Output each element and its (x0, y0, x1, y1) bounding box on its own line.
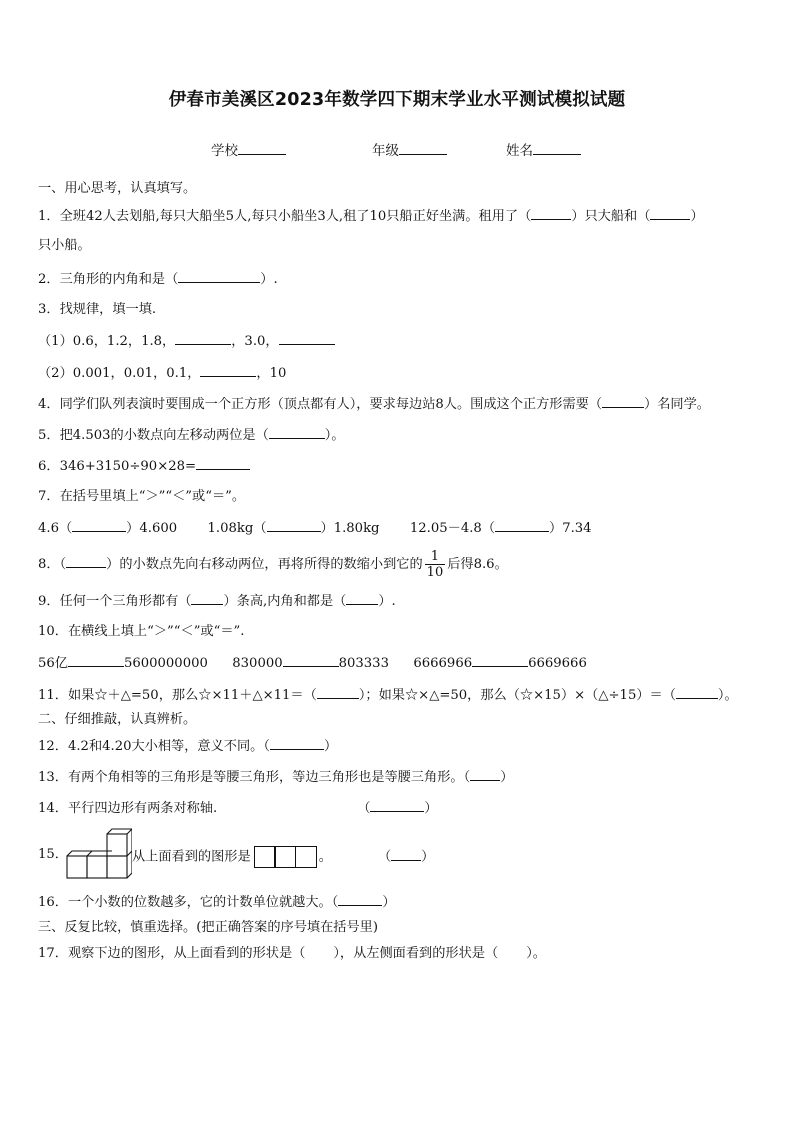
answer-blank[interactable] (72, 519, 126, 532)
answer-blank[interactable] (66, 555, 106, 568)
question-10-items: 56亿 5600000000 830000 803333 6666966 6669666 (38, 656, 587, 671)
square (274, 846, 296, 868)
answer-blank[interactable] (495, 519, 549, 532)
fraction: $\frac{1}{10}$ (426, 549, 444, 580)
answer-blank[interactable] (267, 519, 321, 532)
question-17: 17．观察下边的图形，从上面看到的形状是（ ），从左侧面看到的形状是（ ）。 (38, 946, 546, 961)
grade-blank[interactable] (399, 142, 447, 155)
answer-blank[interactable] (346, 592, 378, 605)
name-blank[interactable] (533, 142, 581, 155)
question-3: 3．找规律，填一填. (38, 302, 157, 317)
grade-label: 年级 (372, 143, 399, 159)
question-3-part-2: （2）0.001，0.01，0.1， ，10 (38, 366, 287, 381)
name-field[interactable] (506, 139, 581, 159)
question-2: 2．三角形的内角和是（ ）. (38, 272, 278, 287)
question-15: 从上面看到的图形是 。 （ ） (132, 846, 434, 868)
question-14: 14．平行四边形有两条对称轴. （ ） (38, 801, 438, 816)
section-2-heading: 二、仔细推敲，认真辨析。 (38, 712, 197, 727)
answer-blank[interactable] (602, 395, 644, 408)
top-view-figure (254, 846, 316, 868)
question-10: 10．在横线上填上“＞”“＜”或“＝”. (38, 624, 245, 639)
school-blank[interactable] (238, 142, 286, 155)
question-1-cont: 只小船。 (38, 238, 91, 253)
question-6: 6．346+3150÷90×28= (38, 457, 250, 476)
question-7-items: 4.6（ ）4.600 1.08kg（ ）1.80kg 12.05－4.8（ ）7.34 (38, 521, 592, 536)
answer-blank[interactable] (283, 654, 339, 667)
school-field[interactable] (211, 139, 286, 159)
section-1-heading: 一、用心思考，认真填写。 (38, 181, 197, 196)
answer-blank[interactable] (370, 799, 424, 812)
question-13: 13．有两个角相等的三角形是等腰三角形，等边三角形也是等腰三角形。（ ） (38, 770, 514, 785)
answer-blank[interactable] (68, 654, 124, 667)
question-5: 5．把4.503的小数点向左移动两位是（ ）。 (38, 428, 345, 443)
answer-blank[interactable] (391, 848, 421, 861)
cube-stack-figure (66, 828, 132, 880)
question-11: 11．如果☆＋△=50，那么☆×11＋△×11＝（ ）；如果☆×△=50，那么（☆×15）×（△÷15）＝（ ）。 (38, 688, 738, 703)
grade-field[interactable] (372, 139, 447, 159)
answer-blank[interactable] (175, 332, 231, 345)
page-title: 伊春市美溪区2023年数学四下期末学业水平测试模拟试题 (168, 90, 626, 110)
question-3-part-1: （1）0.6，1.2，1.8， ，3.0， (38, 332, 335, 351)
answer-blank[interactable] (196, 457, 250, 470)
answer-blank[interactable] (338, 893, 382, 906)
question-7: 7．在括号里填上“＞”“＜”或“＝”。 (38, 489, 246, 504)
name-label: 姓名 (506, 143, 533, 159)
answer-blank[interactable] (191, 592, 223, 605)
question-15-number: 15． (38, 847, 68, 862)
answer-blank[interactable] (178, 270, 260, 283)
question-8: 8．（ ）的小数点先向右移动两位，再将所得的数缩小到它的 $\frac{1}{10}$ 后得8.6。 (38, 549, 508, 580)
answer-blank[interactable] (531, 207, 571, 220)
square (295, 846, 317, 868)
school-label: 学校 (211, 143, 238, 159)
answer-blank[interactable] (269, 426, 325, 439)
square (254, 846, 276, 868)
answer-blank[interactable] (270, 737, 324, 750)
answer-blank[interactable] (279, 332, 335, 345)
answer-blank[interactable] (470, 768, 500, 781)
answer-blank[interactable] (676, 686, 718, 699)
question-12: 12．4.2和4.20大小相等，意义不同。（ ） (38, 739, 338, 754)
question-1: 1．全班42人去划船,每只大船坐5人,每只小船坐3人,租了10只船正好坐满。租用了（ ）只大船和（ ） (38, 209, 704, 224)
question-9: 9．任何一个三角形都有（ ）条高,内角和都是（ ）. (38, 594, 396, 609)
answer-blank[interactable] (650, 207, 690, 220)
section-3-heading: 三、反复比较，慎重选择。(把正确答案的序号填在括号里) (38, 920, 378, 935)
question-4: 4．同学们队列表演时要围成一个正方形（顶点都有人），要求每边站8人。围成这个正方形需要（ ）名同学。 (38, 397, 710, 412)
answer-blank[interactable] (200, 364, 256, 377)
answer-blank[interactable] (472, 654, 528, 667)
answer-blank[interactable] (317, 686, 359, 699)
question-16: 16．一个小数的位数越多，它的计数单位就越大。（ ） (38, 895, 396, 910)
